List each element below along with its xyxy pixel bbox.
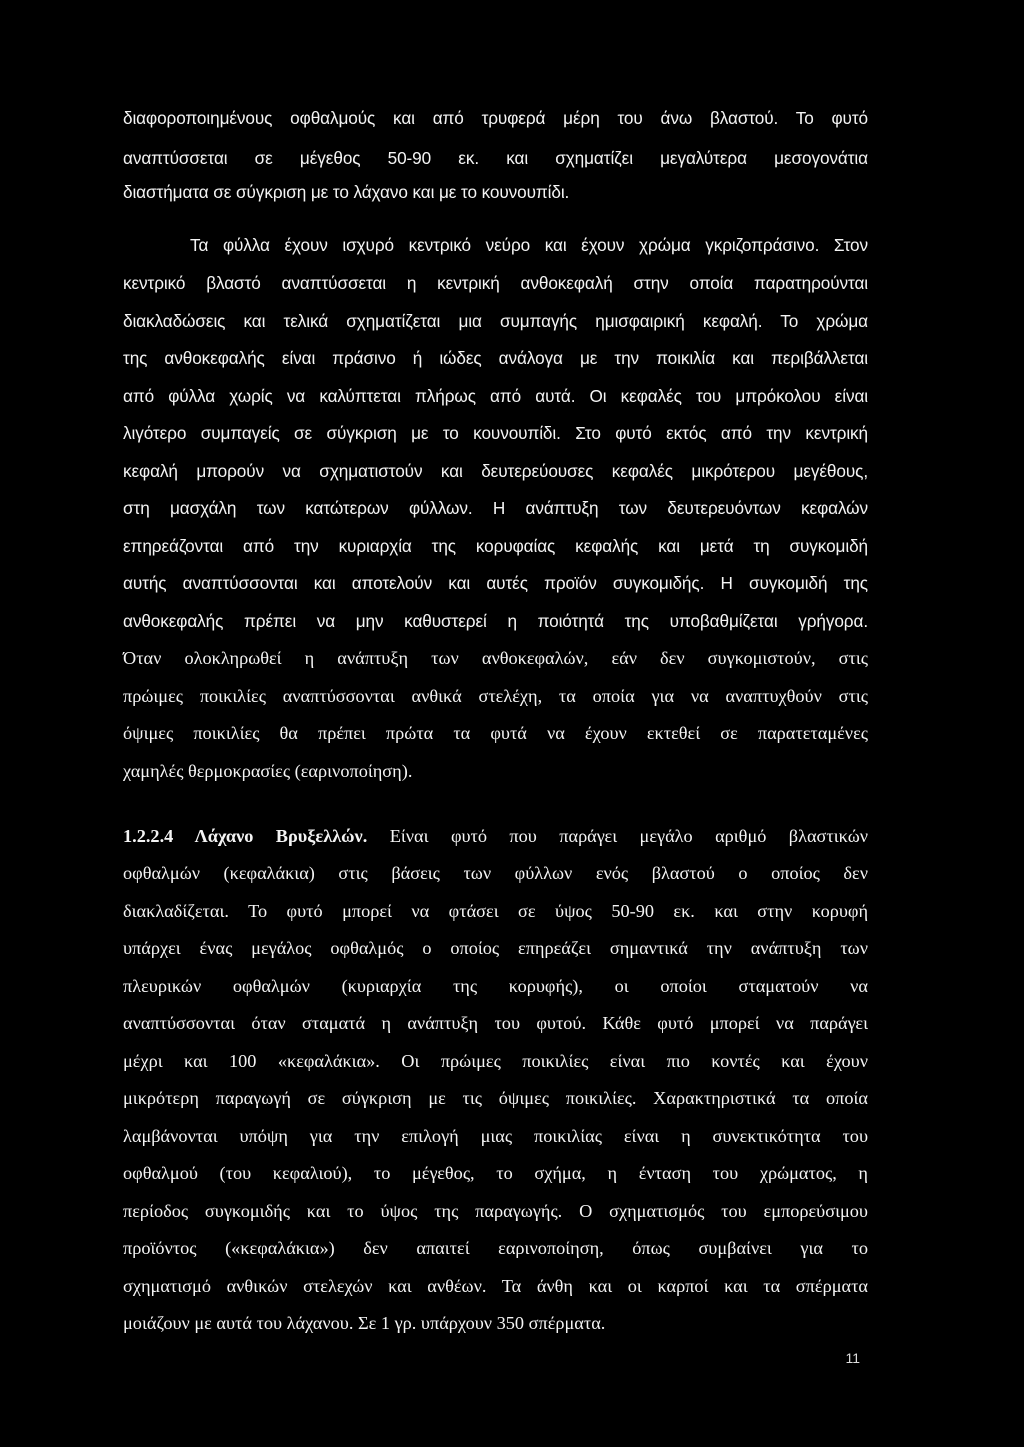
text-line: οφθαλμών (κεφαλάκια) στις βάσεις των φύλλων ενός βλαστού ο οποίος δεν: [123, 863, 868, 883]
text-line: Τα φύλλα έχουν ισχυρό κεντρικό νεύρο και έχουν χρώμα γκριζοπράσινο. Στον: [190, 235, 868, 255]
page-number: 11: [845, 1350, 860, 1366]
text-line: αναπτύσσεται σε μέγεθος 50-90 εκ. και σχηματίζει μεγαλύτερα μεσογονάτια: [123, 148, 868, 168]
text-line: πρώιμες ποικιλίες αναπτύσσονται ανθικά στελέχη, τα οποία για να αναπτυχθούν στις: [123, 686, 868, 706]
text-line: αυτής αναπτύσσονται και αποτελούν και αυτές προϊόν συγκομιδής. Η συγκομιδή της: [123, 573, 868, 593]
text-line: στη μασχάλη των κατώτερων φύλλων. Η ανάπτυξη των δευτερευόντων κεφαλών: [123, 498, 868, 518]
text-line: μοιάζουν με αυτά του λάχανου. Σε 1 γρ. υπάρχουν 350 σπέρματα.: [123, 1313, 606, 1333]
text-line: χαμηλές θερμοκρασίες (εαρινοποίηση).: [123, 761, 413, 781]
text-line: διακλαδώσεις και τελικά σχηματίζεται μια συμπαγής ημισφαιρική κεφαλή. Το χρώμα: [123, 311, 868, 331]
text-line: λαμβάνονται υπόψη για την επιλογή μιας ποικιλίας είναι η συνεκτικότητα του: [123, 1126, 868, 1146]
text-line: περίοδος συγκομιδής και το ύψος της παραγωγής. Ο σχηματισμός του εμπορεύσιμου: [123, 1201, 868, 1221]
text-line: από φύλλα χωρίς να καλύπτεται πλήρως από αυτά. Οι κεφαλές του μπρόκολου είναι: [123, 386, 868, 406]
text-line: κεφαλή μπορούν να σχηματιστούν και δευτερεύουσες κεφαλές μικρότερου μεγέθους,: [123, 461, 868, 481]
text-line: της ανθοκεφαλής είναι πράσινο ή ιώδες ανάλογα με την ποικιλία και περιβάλλεται: [123, 348, 868, 368]
text-line: διακλαδίζεται. Το φυτό μπορεί να φτάσει σε ύψος 50-90 εκ. και στην κορυφή: [123, 901, 868, 921]
text-line: μικρότερη παραγωγή σε σύγκριση με τις όψιμες ποικιλίες. Χαρακτηριστικά τα οποία: [123, 1088, 868, 1108]
text-line: κεντρικό βλαστό αναπτύσσεται η κεντρική ανθοκεφαλή στην οποία παρατηρούνται: [123, 273, 868, 293]
text-line: διαστήματα σε σύγκριση με το λάχανο και με το κουνουπίδι.: [123, 182, 570, 202]
text-line: διαφοροποιημένους οφθαλμούς και από τρυφερά μέρη του άνω βλαστού. Το φυτό: [123, 108, 868, 128]
section-heading: 1.2.2.4 Λάχανο Βρυξελλών.: [123, 826, 368, 846]
text-line: Όταν ολοκληρωθεί η ανάπτυξη των ανθοκεφαλών, εάν δεν συγκομιστούν, στις: [123, 648, 868, 668]
section-first-line-text: Είναι φυτό που παράγει μεγάλο αριθμό βλαστικών: [367, 826, 868, 846]
text-line: πλευρικών οφθαλμών (κυριαρχία της κορυφής), οι οποίοι σταματούν να: [123, 976, 868, 996]
text-line: οφθαλμού (του κεφαλιού), το μέγεθος, το σχήμα, η ένταση του χρώματος, η: [123, 1163, 868, 1183]
text-line: αναπτύσσονται όταν σταματά η ανάπτυξη του φυτού. Κάθε φυτό μπορεί να παράγει: [123, 1013, 868, 1033]
text-line: μέχρι και 100 «κεφαλάκια». Οι πρώιμες ποικιλίες είναι πιο κοντές και έχουν: [123, 1051, 868, 1071]
text-line: υπάρχει ένας μεγάλος οφθαλμός ο οποίος επηρεάζει σημαντικά την ανάπτυξη των: [123, 938, 868, 958]
section-first-line: [123, 824, 868, 848]
text-line: ανθοκεφαλής πρέπει να μην καθυστερεί η ποιότητά της υποβαθμίζεται γρήγορα.: [123, 611, 868, 631]
text-line: λιγότερο συμπαγείς σε σύγκριση με το κουνουπίδι. Στο φυτό εκτός από την κεντρική: [123, 423, 868, 443]
text-line: σχηματισμό ανθικών στελεχών και ανθέων. Τα άνθη και οι καρποί και τα σπέρματα: [123, 1276, 868, 1296]
text-line: προϊόντος («κεφαλάκια») δεν απαιτεί εαρινοποίηση, όπως συμβαίνει για το: [123, 1238, 868, 1258]
text-line: επηρεάζονται από την κυριαρχία της κορυφαίας κεφαλής και μετά τη συγκομιδή: [123, 536, 868, 556]
text-line: όψιμες ποικιλίες θα πρέπει πρώτα τα φυτά να έχουν εκτεθεί σε παρατεταμένες: [123, 723, 868, 743]
